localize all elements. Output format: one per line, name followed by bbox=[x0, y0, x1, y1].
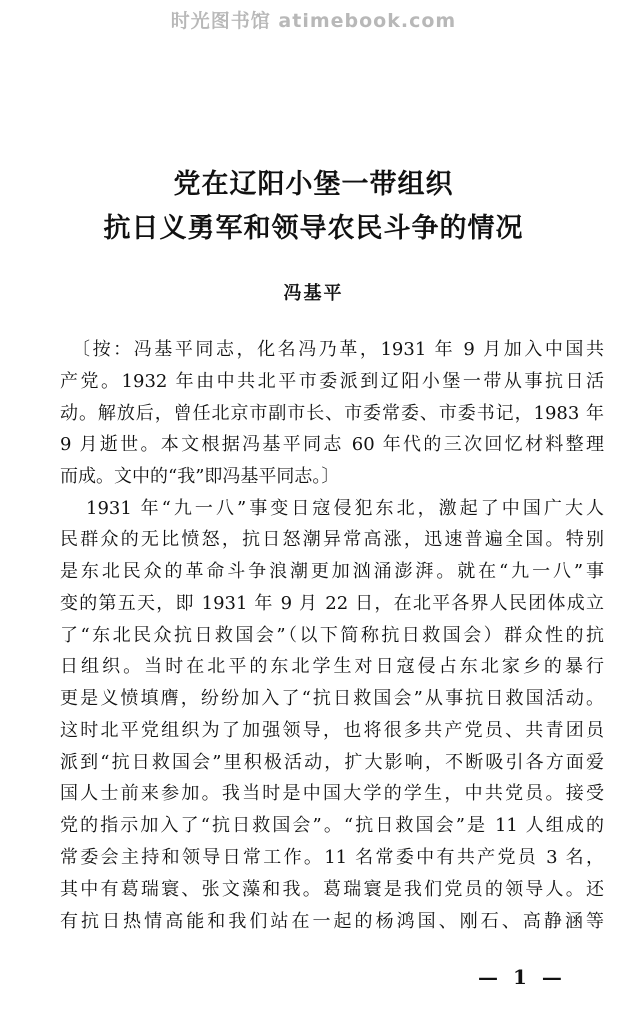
body-line: 这时北平党组织为了加强领导，也将很多共产党员、共青团员 bbox=[60, 720, 604, 741]
body-line: 日组织。当时在北平的东北学生对日寇侵占东北家乡的暴行 bbox=[60, 656, 604, 677]
body-line: 有抗日热情高能和我们站在一起的杨鸿国、刚石、高静涵等 bbox=[60, 911, 604, 932]
body-line: 是东北民众的革命斗争浪潮更加汹涌澎湃。就在“九一八”事 bbox=[60, 561, 604, 582]
body-line: 民群众的无比愤怒，抗日怒潮异常高涨，迅速普遍全国。特别 bbox=[60, 529, 604, 550]
body-line: 了“东北民众抗日救国会”（以下简称抗日救国会）群众性的抗 bbox=[60, 625, 604, 646]
body-line: 其中有葛瑞寰、张文藻和我。葛瑞寰是我们党员的领导人。还 bbox=[60, 879, 604, 900]
note-line: 〔按：冯基平同志，化名冯乃革，1931 年 9 月加入中国共 bbox=[72, 339, 604, 360]
body-line: 常委会主持和领导日常工作。11 名常委中有共产党员 3 名， bbox=[60, 847, 604, 868]
author: 冯基平 bbox=[283, 283, 344, 304]
body-line: 更是义愤填膺，纷纷加入了“抗日救国会”从事抗日救国活动。 bbox=[60, 688, 604, 709]
note-line: 9 月逝世。本文根据冯基平同志 60 年代的三次回忆材料整理 bbox=[60, 434, 604, 455]
note-line: 而成。文中的“我”即冯基平同志。〕 bbox=[60, 466, 340, 487]
body-line: 1931 年“九一八”事变日寇侵犯东北，激起了中国广大人 bbox=[86, 498, 604, 519]
body-line: 派到“抗日救国会”里积极活动，扩大影响，不断吸引各方面爱 bbox=[60, 752, 604, 773]
article-title-line-1: 党在辽阳小堡一带组织 bbox=[173, 169, 454, 200]
watermark: 时光图书馆 atimebook.com bbox=[170, 10, 457, 32]
page-number: — 1 — bbox=[478, 965, 566, 989]
note-line: 产党。1932 年由中共北平市委派到辽阳小堡一带从事抗日活 bbox=[60, 371, 604, 392]
body-line: 变的第五天，即 1931 年 9 月 22 日，在北平各界人民团体成立 bbox=[60, 593, 604, 614]
body-line: 国人士前来参加。我当时是中国大学的学生，中共党员。接受 bbox=[60, 783, 604, 804]
body-line: 党的指示加入了“抗日救国会”。“抗日救国会”是 11 人组成的 bbox=[60, 815, 604, 836]
article-title-line-2: 抗日义勇军和领导农民斗争的情况 bbox=[103, 213, 524, 244]
note-line: 动。解放后，曾任北京市副市长、市委常委、市委书记，1983 年 bbox=[60, 403, 604, 424]
